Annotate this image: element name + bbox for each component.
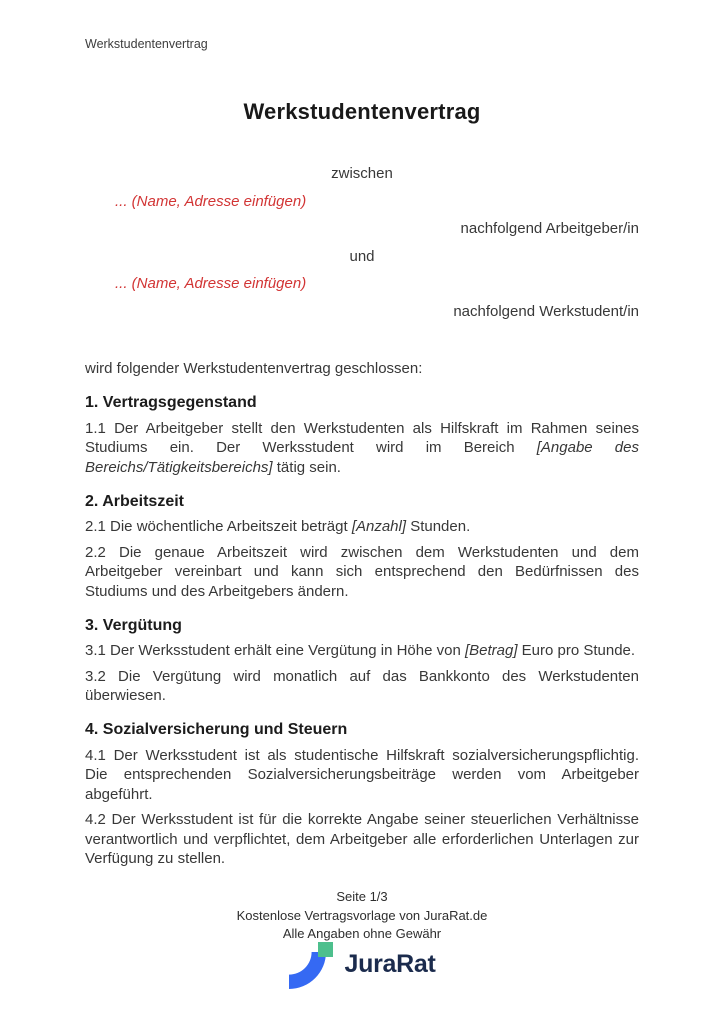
- inline-placeholder: [Betrag]: [464, 642, 518, 659]
- footer-disclaimer: Alle Angaben ohne Gewähr: [282, 926, 442, 941]
- clause-4-1: [85, 746, 639, 805]
- between-label: zwischen: [331, 165, 393, 182]
- employer-name-placeholder: ... (Name, Adresse einfügen): [115, 192, 307, 210]
- employer-designation: nachfolgend Arbeitgeber/in: [460, 220, 639, 237]
- footer-source-line: Kostenlose Vertragsvorlage von JuraRat.de: [236, 907, 488, 923]
- clause-text: 3.2 Die Vergütung wird monatlich auf das Bankkonto des Werkstudenten überwiesen.: [85, 667, 639, 704]
- clause-text: tätig sein.: [272, 458, 341, 476]
- inline-placeholder: [Anzahl]: [351, 518, 407, 535]
- inline-placeholder: [Angabe des Bereichs/Tätigkeitsbereichs]: [85, 439, 639, 476]
- clause-1-1: [85, 419, 639, 478]
- student-designation: nachfolgend Werkstudent/in: [453, 302, 639, 320]
- page-footer: [0, 888, 724, 944]
- clause-text: 2.1 Die wöchentliche Arbeitszeit beträgt: [85, 518, 352, 535]
- clause-text: 3.1 Der Werksstudent erhält eine Vergütung in Höhe von: [85, 642, 465, 659]
- section-heading-2: 2. Arbeitszeit: [85, 492, 184, 510]
- and-label: und: [349, 247, 375, 265]
- clause-text: 4.2 Der Werksstudent ist für die korrekte Angabe seiner steuerlichen Verhältnisse verantwortlich und verpflichtet, dem Arbeitgeber alle erforderlichen Unterlagen zur Verfügung zu stellen.: [85, 811, 639, 867]
- logo-square-icon: [318, 942, 333, 957]
- section-heading-4: 4. Sozialversicherung und Steuern: [85, 721, 348, 738]
- clause-2-2: [85, 543, 639, 602]
- jurarat-logo-mark: [289, 942, 333, 990]
- intro-line: wird folgender Werkstudentenvertrag geschlossen:: [85, 360, 423, 377]
- clause-3-2: [85, 667, 639, 706]
- clause-text: 2.2 Die genaue Arbeitszeit wird zwischen dem Werkstudenten und dem Arbeitgeber vereinbart und kann sich entsprechend den Bedürfnissen des Studiums und des Arbeitgebers ändern.: [85, 543, 639, 600]
- section-heading-3: 3. Vergütung: [85, 616, 182, 634]
- clause-text: Stunden.: [406, 518, 471, 535]
- page-number: Seite 1/3: [336, 889, 388, 904]
- clause-4-2: [85, 810, 639, 869]
- student-name-placeholder: ... (Name, Adresse einfügen): [115, 275, 307, 292]
- section-heading-1: 1. Vertragsgegenstand: [85, 394, 257, 411]
- jurarat-logo: [0, 942, 724, 990]
- running-header: Werkstudentenvertrag: [85, 37, 208, 51]
- logo-wordmark: JuraRat: [344, 950, 436, 978]
- clause-2-1: [85, 517, 639, 537]
- clause-text: 1.1 Der Arbeitgeber stellt den Werkstudenten als Hilfskraft im Rahmen seines Studiums ein. Der Werksstudent wird im Bereich: [85, 419, 639, 456]
- document-title: Werkstudentenvertrag: [243, 99, 481, 124]
- clause-text: 4.1 Der Werksstudent ist als studentische Hilfskraft sozialversicherungspflichtig. Die entsprechenden Sozialversicherungsbeiträge werden vom Arbeitgeber abgeführt.: [85, 746, 639, 803]
- clause-3-1: [85, 641, 639, 661]
- logo-swoosh-icon: [289, 952, 326, 989]
- clause-text: Euro pro Stunde.: [517, 642, 636, 659]
